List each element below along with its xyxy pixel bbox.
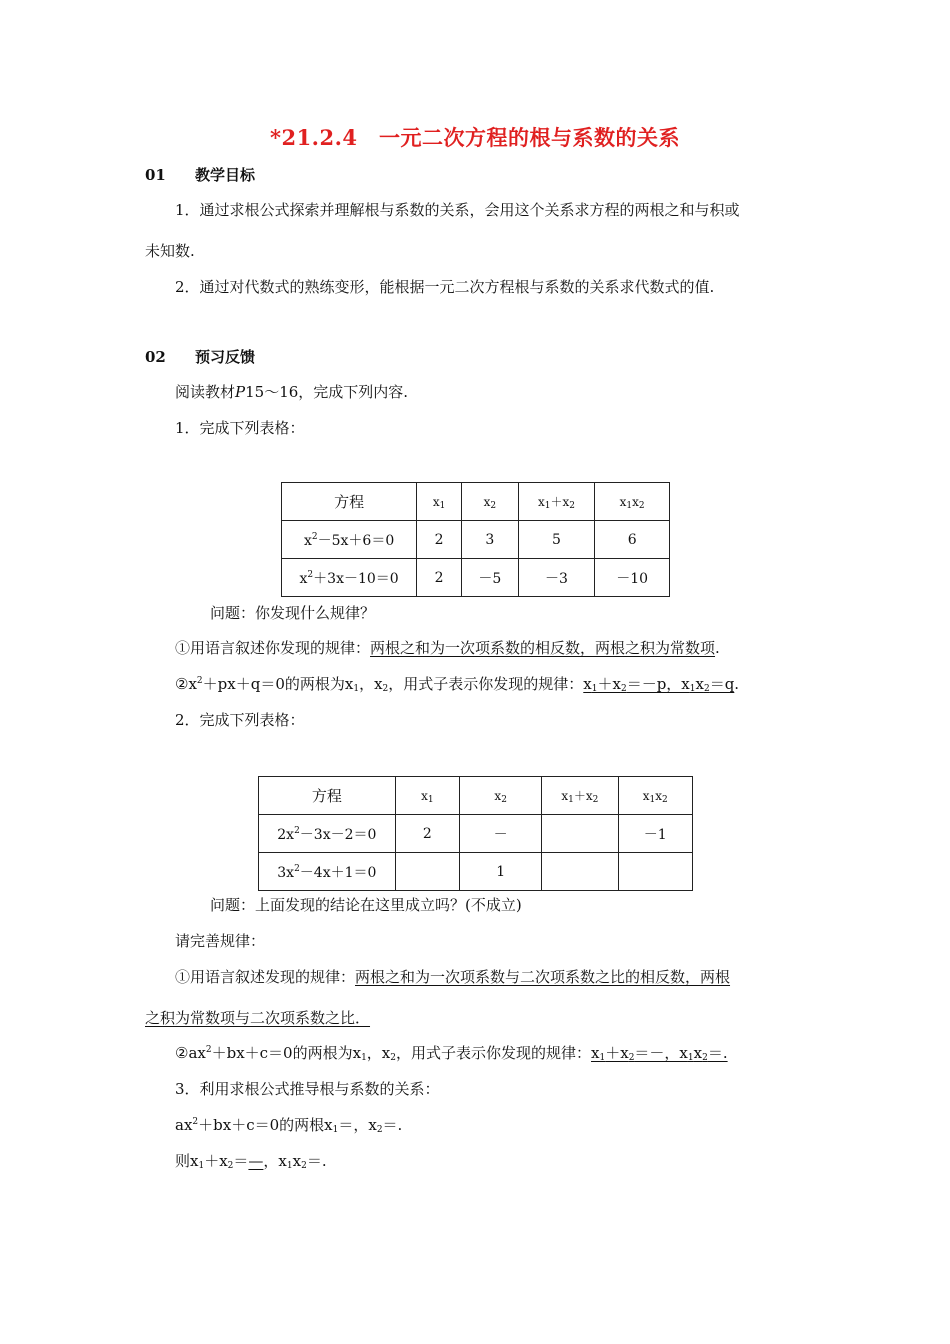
reading-page-letter: P [235, 383, 246, 401]
table-row [282, 559, 670, 597]
header-sum: $x_1+x_2$ [542, 777, 618, 815]
table-row [259, 853, 693, 891]
cell-equation: $2x^2-3x-2=0$ [259, 815, 396, 853]
question-1: 问题：你发现什么规律？ [210, 604, 376, 622]
answer-formula: $x_1+x_2=-$，$x_1x_2=$. [591, 1044, 728, 1063]
answer-text: 之积为常数项与二次项系数之比． [145, 1009, 371, 1027]
header-sum: $x_1+x_2$ [518, 483, 595, 521]
table-row [282, 521, 670, 559]
answer-text: 两根之和为一次项系数与二次项系数之比的相反数，两根 [355, 968, 731, 986]
cell-x1: 2 [417, 559, 462, 597]
table-row [259, 815, 693, 853]
cell-x2: －5 [462, 559, 519, 597]
task-2: 2．完成下列表格： [175, 711, 305, 729]
header-equation: 方程 [259, 777, 396, 815]
cell-sum [542, 853, 618, 891]
goal-2: 2．通过对代数式的熟练变形，能根据一元二次方程根与系数的关系求代数式的值. [175, 278, 715, 296]
section-heading-1 [145, 164, 255, 185]
cell-x2: 1 [460, 853, 542, 891]
task-3: 3．利用求根公式推导根与系数的关系： [175, 1080, 440, 1098]
observation-1: ①用语言叙述你发现的规律：两根之和为一次项系数的相反数，两根之积为常数项. [175, 639, 720, 657]
law-1-line-1: ①用语言叙述发现的规律：两根之和为一次项系数与二次项系数之比的相反数，两根 [175, 968, 731, 986]
goal-1-line-1: 1．通过求根公式探索并理解根与系数的关系，会用这个关系求方程的两根之和与积或 [175, 201, 740, 219]
law-1-line-2 [145, 1008, 370, 1028]
cell-x1 [395, 853, 459, 891]
table-header-row [259, 777, 693, 815]
cell-x2: 3 [462, 521, 519, 559]
page-title: *21.2.4 一元二次方程的根与系数的关系 [269, 125, 681, 150]
blank-answer: — [248, 1152, 264, 1170]
perfect-rule: 请完善规律： [175, 932, 266, 950]
observation-2: $②x^2+px+q=0$的两根为$x_1$，$x_2$，用式子表示你发现的规律：$x_1+x_2=-p$，$x_1x_2=q$. [175, 675, 740, 694]
header-product: $x_1x_2$ [618, 777, 692, 815]
header-equation: 方程 [282, 483, 417, 521]
cell-product: －1 [618, 815, 692, 853]
cell-x1: 2 [417, 521, 462, 559]
reading-prefix: 阅读教材 [175, 383, 236, 401]
roots-table-2 [258, 776, 693, 891]
task-1: 1．完成下列表格： [175, 419, 305, 437]
cell-equation: $x^2-5x+6=0$ [282, 521, 417, 559]
header-x2: $x_2$ [462, 483, 519, 521]
header-product: $x_1x_2$ [595, 483, 670, 521]
cell-equation: $3x^2-4x+1=0$ [259, 853, 396, 891]
cell-x1: 2 [395, 815, 459, 853]
section-heading-2 [145, 346, 255, 367]
section-label: 预习反馈 [195, 348, 256, 366]
reading-suffix: 15～16，完成下列内容. [245, 383, 409, 401]
cell-sum [542, 815, 618, 853]
goal-1-line-2: 未知数. [145, 242, 195, 260]
cell-product: －10 [595, 559, 670, 597]
cell-sum: －3 [518, 559, 595, 597]
answer-text: 两根之和为一次项系数的相反数，两根之积为常数项 [370, 639, 716, 657]
section-number: 02 [145, 348, 166, 366]
cell-product: 6 [595, 521, 670, 559]
derivation-roots: $ax^2+bx+c=0$的两根$x_1=$，$x_2=$. [175, 1116, 403, 1135]
section-number: 01 [145, 166, 166, 184]
roots-table-1 [281, 482, 670, 597]
table-header-row [282, 483, 670, 521]
cell-equation: $x^2+3x-10=0$ [282, 559, 417, 597]
reading-instruction [175, 382, 408, 402]
question-2: 问题：上面发现的结论在这里成立吗？(不成立) [210, 896, 522, 914]
cell-sum: 5 [518, 521, 595, 559]
law-2: $②ax^2+bx+c=0$的两根为$x_1$，$x_2$，用式子表示你发现的规律：$x_1+x_2=-$，$x_1x_2=$. [175, 1044, 728, 1063]
cell-x2: － [460, 815, 542, 853]
derivation-relation: 则$x_1+x_2=—$，$x_1x_2=$. [175, 1152, 327, 1171]
cell-product [618, 853, 692, 891]
header-x2: $x_2$ [460, 777, 542, 815]
section-label: 教学目标 [195, 166, 256, 184]
answer-formula: $x_1+x_2=-p$，$x_1x_2=q$ [583, 675, 735, 694]
header-x1: $x_1$ [417, 483, 462, 521]
header-x1: $x_1$ [395, 777, 459, 815]
